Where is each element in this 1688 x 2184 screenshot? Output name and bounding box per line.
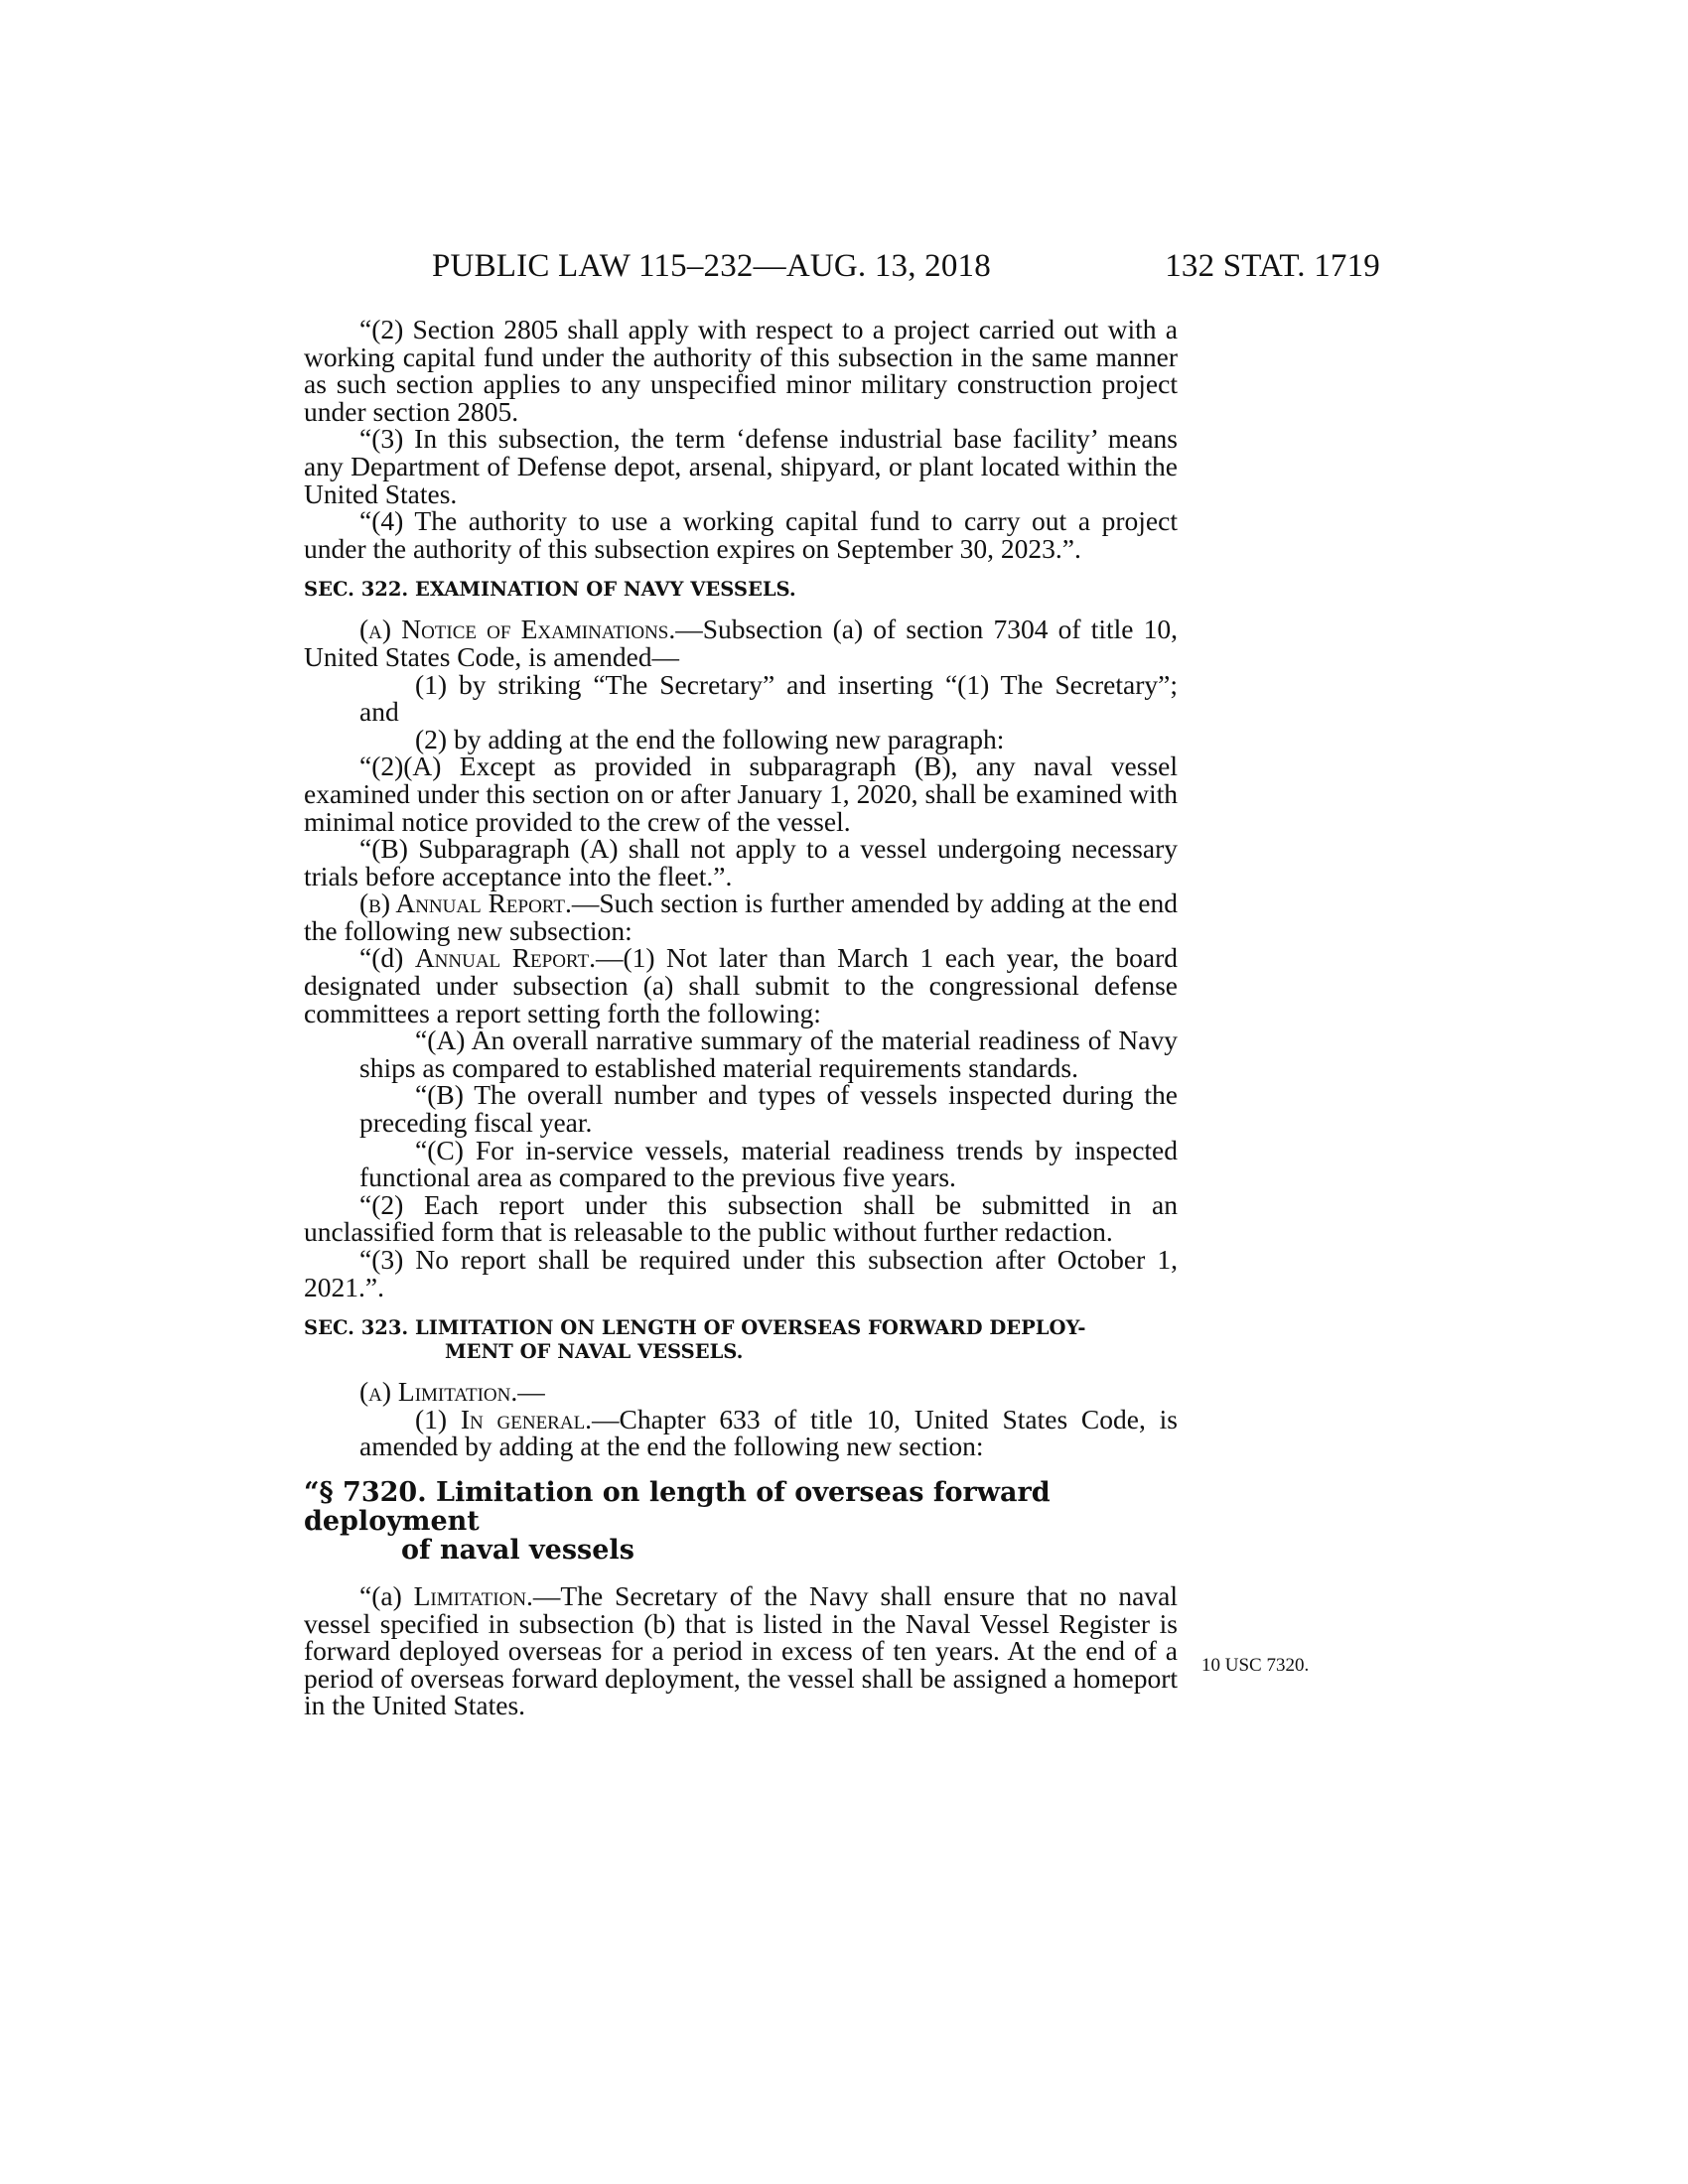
section-323-heading-line1: SEC. 323. LIMITATION ON LENGTH OF OVERSEAS FORWARD DEPLOY-	[304, 1316, 1086, 1340]
sec323-a1-label: (1) In general.	[415, 1403, 593, 1434]
section-7320-heading-line1: “§ 7320. Limitation on length of overseas forward deployment	[304, 1476, 1051, 1537]
sec322-b-text: —Such section is further amended by adding at the end the following new subsection:	[304, 887, 1179, 946]
sec322-a-2-A: “(2)(A) Except as provided in subparagraph (B), any naval vessel examined under this section on or after January 1, 2020, shall be examined with minimal notice provided to the crew of the vessel.	[304, 751, 1178, 837]
sec322-b-label: (b) Annual Report.	[359, 887, 572, 919]
sec322-a-text: —Subsection (a) of section 7304 of title 10, United States Code, is amended—	[304, 614, 1179, 672]
sec323-subsection-a	[304, 1378, 1178, 1406]
section-7320-subsection-a	[304, 1579, 1178, 1721]
statute-page-number: 132 STAT. 1719	[1165, 248, 1380, 284]
sec322-a-label: (a) Notice of Examinations.	[359, 614, 676, 645]
sec322-d-1-A: “(A) An overall narrative summary of the material readiness of Navy ships as compared to established material requirements standards.	[359, 1024, 1178, 1083]
s7320-a-open: “(a)	[359, 1579, 414, 1611]
sec322-subsection-d	[304, 944, 1178, 1026]
sec323-a-dash: —	[517, 1376, 545, 1408]
sec323-a-1	[304, 1403, 1178, 1462]
paragraph-3: “(3) In this subsection, the term ‘defense industrial base facility’ means any Department of Defense depot, arsenal, shipyard, or plant located within the United States.	[304, 423, 1178, 509]
section-323-heading-line2: MENT OF NAVAL VESSELS.	[445, 1340, 744, 1364]
sec322-subsection-b	[304, 889, 1178, 944]
sec322-d-text: —(1) Not later than March 1 each year, the board designated under subsection (a) shall submit to the congressional defense committees a report setting forth the following:	[304, 942, 1178, 1028]
section-7320-heading-line2: of naval vessels	[401, 1534, 634, 1566]
section-323-heading	[304, 1316, 1178, 1364]
sec322-a-2: (2) by adding at the end the following new paragraph:	[415, 723, 1005, 754]
sec323-a1-text: —Chapter 633 of title 10, United States Code, is amended by adding at the end the following new section:	[359, 1403, 1178, 1462]
sec322-a-2-B: “(B) Subparagraph (A) shall not apply to a vessel undergoing necessary trials before acceptance into the fleet.”.	[304, 833, 1178, 891]
paragraph-4: “(4) The authority to use a working capital fund to carry out a project under the authority of this subsection expires on September 30, 2023.”.	[304, 505, 1178, 564]
running-header	[298, 248, 1380, 288]
sec322-d-2: “(2) Each report under this subsection shall be submitted in an unclassified form that is releasable to the public without further redaction.	[304, 1188, 1178, 1248]
public-law-citation: PUBLIC LAW 115–232—AUG. 13, 2018	[432, 248, 991, 284]
sec322-d-label: Annual Report.	[414, 942, 596, 974]
sec322-d-1-B: “(B) The overall number and types of vessels inspected during the preceding fiscal year.	[359, 1079, 1178, 1139]
section-7320-heading	[304, 1478, 1178, 1565]
s7320-a-text: —The Secretary of the Navy shall ensure that no naval vessel specified in subsection (b) that is listed in the Naval Vessel Register is forward deployed overseas for a period in excess of ten years. At the end of a period of overseas forward deployment, the vessel shall be assigned a homeport in the United States.	[304, 1579, 1178, 1721]
paragraph-2: “(2) Section 2805 shall apply with respect to a project carried out with a working capital fund under the authority of this subsection in the same manner as such section applies to any unspecified minor military construction project under section 2805.	[304, 314, 1178, 427]
usc-margin-note: 10 USC 7320.	[1201, 1655, 1310, 1676]
document-body	[304, 316, 1178, 1719]
sec322-a-1: (1) by striking “The Secretary” and inserting “(1) The Secretary”; and	[359, 668, 1178, 728]
section-322-heading: SEC. 322. EXAMINATION OF NAVY VESSELS.	[304, 578, 796, 602]
sec323-a-label: (a) Limitation.	[359, 1376, 518, 1408]
sec322-subsection-a	[304, 615, 1178, 670]
sec322-d-3: “(3) No report shall be required under this subsection after October 1, 2021.”.	[304, 1244, 1178, 1302]
sec322-d-1-C: “(C) For in-service vessels, material readiness trends by inspected functional area as compared to the previous five years.	[359, 1134, 1178, 1193]
sec322-d-open: “(d)	[359, 942, 415, 974]
s7320-a-label: Limitation.	[413, 1579, 533, 1611]
